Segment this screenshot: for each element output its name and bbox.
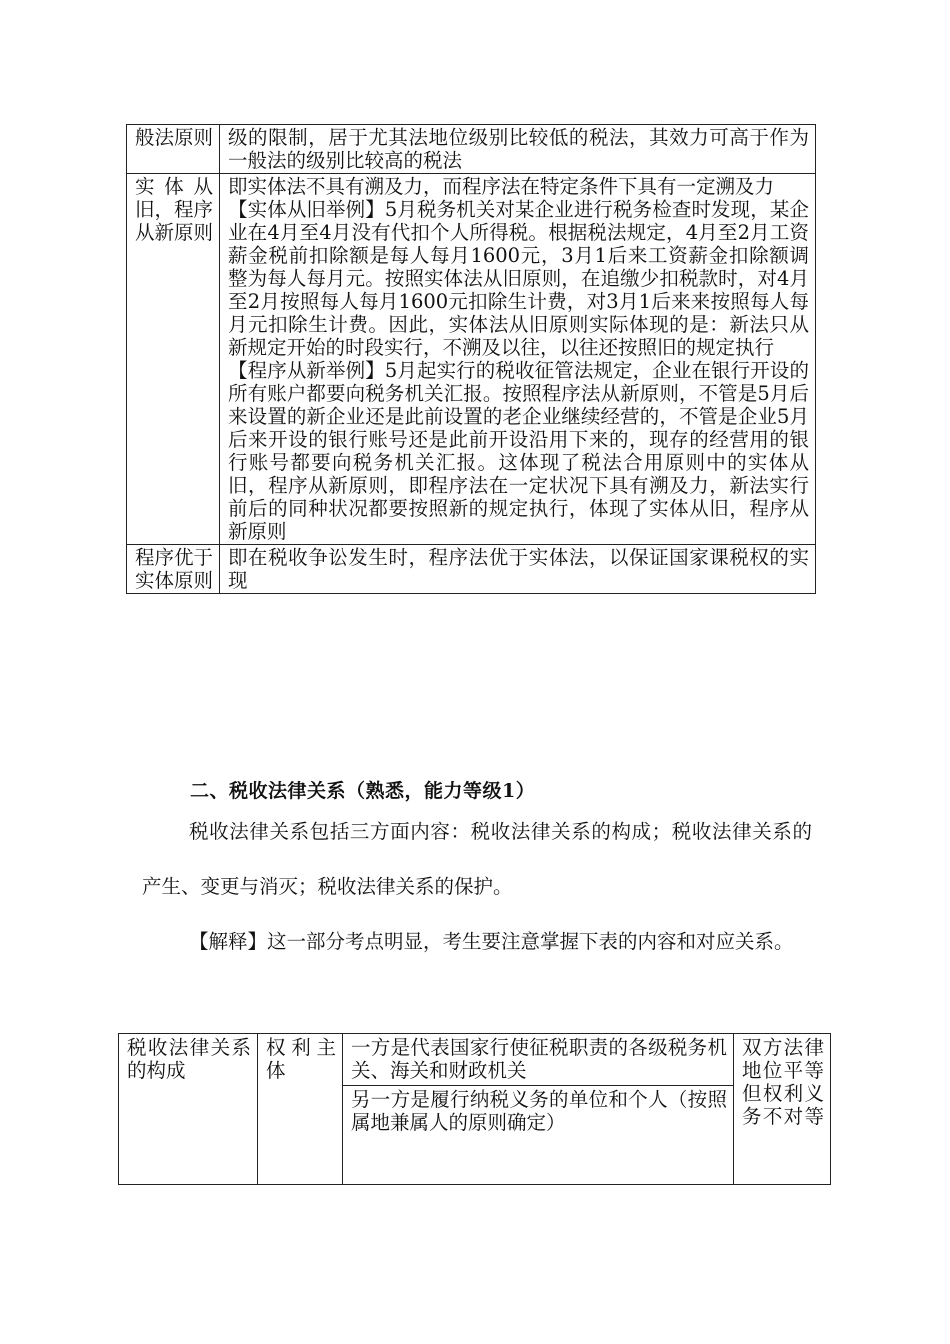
row-label: 实体从旧，程序从新原则: [127, 174, 220, 545]
table-row: [127, 174, 816, 545]
composition-cell: 税收法律关系的构成: [119, 1034, 258, 1185]
row-content: [220, 545, 816, 594]
row-paragraph: 即实体法不具有溯及力，而程序法在特定条件下具有一定溯及力: [228, 175, 775, 198]
table-row: [127, 125, 816, 174]
taxpayer-cell: 另一方是履行纳税义务的单位和个人（按照属地兼属人的原则确定）: [343, 1086, 734, 1185]
row-paragraph: 即在税收争讼发生时，程序法优于实体法，以保证国家课税权的实现: [228, 546, 809, 592]
row-label: 程序优于实体原则: [127, 545, 220, 594]
example-paragraph: 【程序从新举例】5月起实行的税收征管法规定，企业在银行开设的所有账户都要向税务机关汇报。按照程序法从新原则，不管是5月后来设置的新企业还是此前设置的老企业继续经营的，不管是企业5月后来开设的银行账号还是此前开设沿用下来的，现存的经营用的银行账号都要向税务机关汇报。这体现了税法合用原则中的实体从旧，程序从新原则，即程序法在一定状况下具有溯及力，新法实行前后的同种状况都要按照新的规定执行，体现了实体从旧，程序从新原则: [228, 359, 809, 543]
subject-cell: 权利主体: [258, 1034, 343, 1185]
table-row: [119, 1034, 831, 1086]
tax-legal-relation-table: [118, 1033, 831, 1185]
row-content: [220, 174, 816, 545]
table-row: [127, 545, 816, 594]
body-paragraph: 税收法律关系包括三方面内容：税收法律关系的构成；税收法律关系的产生、变更与消灭；税收法律关系的保护。: [142, 820, 812, 898]
row-content: [220, 125, 816, 174]
tax-principles-table: [126, 124, 816, 594]
row-label: 般法原则: [127, 125, 220, 174]
legal-status-cell: 双方法律地位平等但权利义务不对等: [734, 1034, 831, 1185]
tax-authority-cell: 一方是代表国家行使征税职责的各级税务机关、海关和财政机关: [343, 1034, 734, 1086]
body-paragraph: 【解释】这一部分考点明显，考生要注意掌握下表的内容和对应关系。: [189, 930, 794, 953]
example-paragraph: 【实体从旧举例】5月税务机关对某企业进行税务检查时发现，某企业在4月至4月没有代扣个人所得税。根据税法规定，4月至2月工资薪金税前扣除额是每人每月1600元，3月1后来工资薪金扣除额调整为每人每月元。按照实体法从旧原则，在追缴少扣税款时，对4月至2月按照每人每月1600元扣除生计费，对3月1后来来按照每人每月元扣除生计费。因此，实体法从旧原则实际体现的是：新法只从新规定开始的时段实行，不溯及以往，以往还按照旧的规定执行: [228, 198, 809, 359]
row-paragraph: 级的限制，居于尤其法地位级别比较低的税法，其效力可高于作为一般法的级别比较高的税法: [228, 126, 809, 172]
section-heading: 二、税收法律关系（熟悉，能力等级1）: [190, 780, 536, 802]
